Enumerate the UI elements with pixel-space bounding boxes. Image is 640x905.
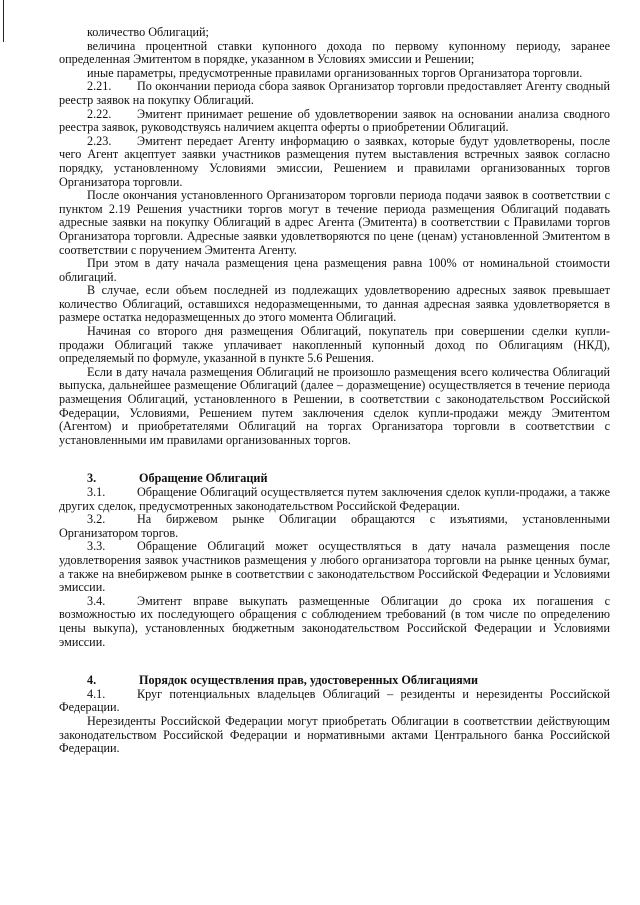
clause-3-1: [59, 486, 610, 513]
clause-text: Обращение Облигаций осуществляется путем заключения сделок купли-продажи, а также других сделок, предусмотренных законодательством Российской Федерации.: [59, 485, 610, 513]
clause-4-1: [59, 688, 610, 715]
paragraph-coupon-rate: величина процентной ставки купонного дохода по первому купонному периоду, заранее определенная Эмитентом в порядке, указанном в Условиях эмиссии и Решении;: [59, 38, 610, 67]
clause-text: Эмитент принимает решение об удовлетворении заявок на основании анализа сводного реестра заявок, руководствуясь наличием акцепта оферты о приобретении Облигаций.: [59, 106, 610, 135]
section-4-heading: [59, 674, 610, 688]
clause-number: 2.22.: [87, 106, 112, 121]
section-number: 4.: [87, 673, 97, 688]
clause-text: По окончании периода сбора заявок Организатор торговли предоставляет Агенту сводный реестр заявок на покупку Облигаций.: [59, 79, 610, 107]
clause-number: 3.2.: [87, 512, 106, 527]
paragraph-placement-price: При этом в дату начала размещения цена размещения равна 100% от номинальной стоимости облигаций.: [59, 256, 610, 284]
paragraph-accrued-coupon: Начиная со второго дня размещения Облигаций, покупатель при совершении сделки купли-продажи Облигаций также уплачивает накопленный купонный доход по Облигациям (НКД), определяемый по формуле, указанной в пункте 5.6 Решения.: [59, 324, 610, 366]
clause-text: Эмитент передает Агенту информацию о заявках, которые будут удовлетворены, после чего Агент акцептует заявки участников размещения путем выставления встречных заявок согласно порядку, установленному Условиями эмиссии, Решением и правилами организованных торгов Организатора торговли.: [59, 133, 610, 189]
clause-3-2: [59, 513, 610, 540]
paragraph-quantity: количество Облигаций;: [87, 25, 209, 39]
clause-number: 3.3.: [87, 539, 106, 554]
clause-2-23: [59, 135, 610, 189]
clause-number: 3.4.: [87, 593, 106, 608]
paragraph-last-order: В случае, если объем последней из подлежащих удовлетворению адресных заявок превышает количество Облигаций, оставшихся недоразмещенными, то данная адресная заявка удовлетворяется в размере остатка недоразмещенных до этого момента Облигаций.: [59, 283, 610, 325]
section-number: 3.: [87, 471, 97, 486]
section-title: Обращение Облигаций: [139, 471, 268, 486]
section-title: Порядок осуществления прав, удостоверенных Облигациями: [139, 673, 479, 688]
clause-3-3: [59, 540, 610, 594]
paragraph-additional-placement: Если в дату начала размещения Облигаций не произошло размещения всего количества Облигаций выпуска, дальнейшее размещение Облигаций (далее – доразмещение) осуществляется в течение периода размещения Облигаций, установленного в Решении, в соответствии с законодательством Российской Федерации, Условиями, Решением путем заключения сделок купли-продажи между Эмитентом (Агентом) и приобретателями Облигаций на торгах Организатора торговли в соответствии с установленными им правилами организованных торгов.: [59, 364, 610, 447]
paragraph-nonresidents: Нерезиденты Российской Федерации могут приобретать Облигации в соответствии действующим законодательством Российской Федерации и нормативными актами Центрального банка Российской Федерации.: [59, 713, 610, 756]
clause-2-22: [59, 108, 610, 135]
clause-text: Обращение Облигаций может осуществляться в дату начала размещения после удовлетворения заявок участников размещения у любого организатора торговли на рынке ценных бумаг, а также на внебиржевом рынке в соответствии с законодательством Российской Федерации и Условиями эмиссии.: [59, 539, 610, 595]
clause-text: На биржевом рынке Облигации обращаются с изъятиями, установленными Организатором торгов.: [59, 512, 610, 540]
clause-number: 2.23.: [87, 133, 112, 148]
clause-number: 4.1.: [87, 686, 106, 701]
page-edge-line: [3, 0, 4, 42]
clause-text: Круг потенциальных владельцев Облигаций – резиденты и нерезиденты Российской Федерации.: [59, 686, 610, 715]
clause-number: 3.1.: [87, 485, 106, 499]
clause-number: 2.21.: [87, 79, 112, 94]
paragraph-other-params: иные параметры, предусмотренные правилами организованных торгов Организатора торговли.: [87, 65, 583, 80]
paragraph-address-orders: После окончания установленного Организатором торговли периода подачи заявок в соответствии с пунктом 2.19 Решения участники торгов могут в течение периода размещения Облигаций подавать адресные заявки на покупку Облигаций в адрес Агента (Эмитента) в соответствии с Правилами торгов Организатора торговли. Адресные заявки удовлетворяются по цене (ценам) установленной Эмитентом в соответствии с поручением Эмитента Агенту.: [59, 188, 610, 257]
document-body: [59, 26, 610, 756]
section-3-heading: [59, 472, 610, 486]
clause-2-21: [59, 80, 610, 107]
clause-text: Эмитент вправе выкупать размещенные Облигации до срока их погашения с возможностью их последующего обращения с соблюдением требований (в том числе по определению цены выкупа), установленных бюджетным законодательством Российской Федерации и Условиями эмиссии.: [59, 593, 610, 649]
clause-3-4: [59, 595, 610, 649]
